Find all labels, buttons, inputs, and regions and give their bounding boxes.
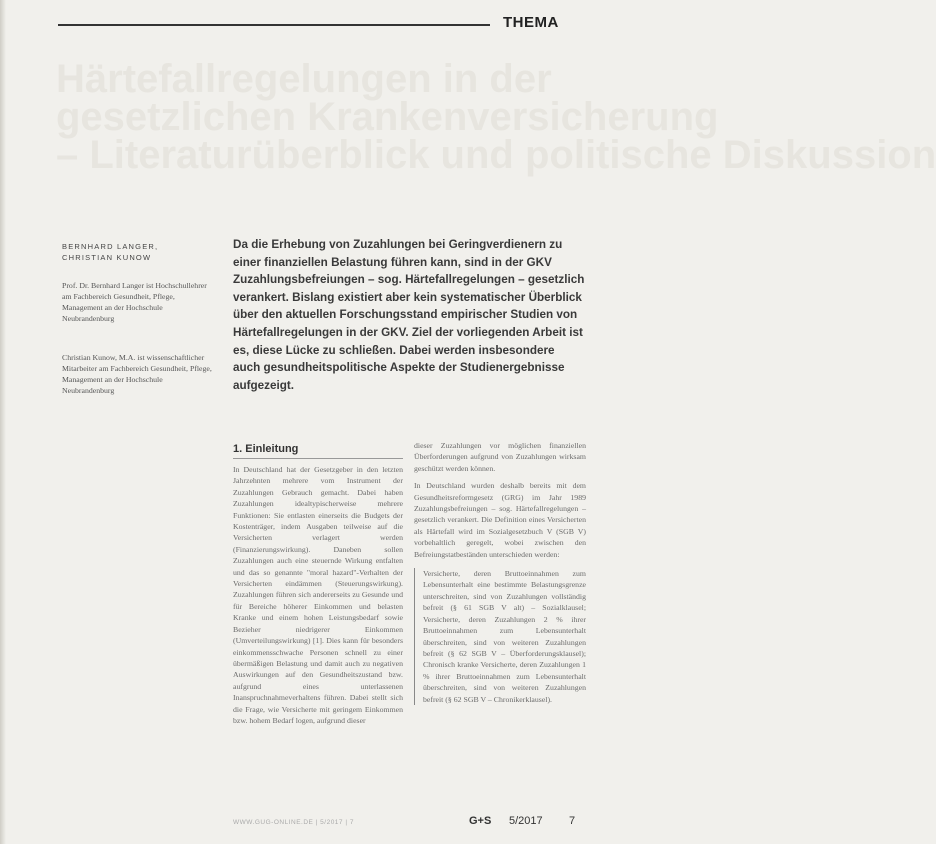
headline-line-3: – Literaturüberblick und politische Diskussion bbox=[56, 133, 936, 177]
body-column-2 bbox=[414, 440, 586, 705]
body-column-2-para-1: dieser Zuzahlungen vor möglichen finanziellen Überforderungen aufgrund von Zuzahlungen wirksam geschützt werden können. bbox=[414, 441, 586, 473]
indented-list: Versicherte, deren Bruttoeinnahmen zum Lebensunterhalt eine bestimmte Belastungsgrenze unterschreiten, sind von Zuzahlungen vollständig befreit (§ 61 SGB V alt) – Sozialklausel; Versicherte, deren Zuzahlungen 2 % ihrer Bruttoeinnahmen zum Lebensunterhalt überschreiten, sind von weiteren Zuzahlungen befreit (§ 62 SGB V – Überforderungsklausel); Chronisch kranke Versicherte, deren Zuzahlungen 1 % ihrer Bruttoeinnahmen zum Lebensunterhalt überschreiten, sind von weiteren Zuzahlungen befreit (§ 62 SGB V – Chronikerklausel). bbox=[414, 568, 586, 705]
body-column-1: In Deutschland hat der Gesetzgeber in den letzten Jahrzehnten mehrere vom Instrument der Zuzahlungen Gebrauch gemacht. Dabei haben Zuzahlungen idealtypischerweise mehrere Funktionen: Sie entlasten einerseits die Budgets der Kostenträger, indem Ausgaben teilweise auf die Versicherten verlagert werden (Finanzierungswirkung). Daneben sollen Zuzahlungen auch eine steuernde Wirkung entfalten und das so genannte "moral hazard"-Verhalten der Versicherten eindämmen (Steuerungswirkung). Zuzahlungen führen sich andererseits zu Gesunde und für Bereiche höherer Einkommen und belasten Kranke und einem hohen Leistungsbedarf sowie Bezieher niedrigerer Einkommen (Umverteilungswirkung) [1]. Dies kann für besonders einkommensschwache Personen schnell zu einer übermäßigen Belastung und damit auch zu negativen Auswirkungen auf den Gesundheitszustand bzw. aufgrund eines unterlassenen Inanspruchnahmeverhaltens führen. Dabei stellt sich die Frage, wie Versicherte mit geringem Einkommen bzw. hohem Bedarf logen, aufgrund dieser bbox=[233, 465, 403, 725]
author-line-1: BERNHARD LANGER, bbox=[62, 242, 159, 251]
heading-rule bbox=[233, 458, 403, 459]
footer-issue: 5/2017 bbox=[509, 815, 543, 827]
footer-journal: G+S bbox=[469, 815, 492, 827]
footer-url: WWW.GUG-ONLINE.DE | 5/2017 | 7 bbox=[233, 819, 354, 826]
author-line-2: CHRISTIAN KUNOW bbox=[62, 253, 152, 262]
page-number: 7 bbox=[569, 815, 576, 827]
author-bio-2: Christian Kunow, M.A. ist wissenschaftlicher Mitarbeiter am Fachbereich Gesundheit, Pflege, Management an der Hochschule Neubrandenburg bbox=[62, 353, 212, 395]
body-column-2-para-2: In Deutschland wurden deshalb bereits mit dem Gesundheitsreformgesetz (GRG) im Jahr 1989 Zuzahlungsbefreiungen – sog. Härtefallregelungen – gesetzlich verankert. Die Definition eines Versicherten als Härtefall wird im Sozialgesetzbuch V (SGB V) vorbehaltlich geregelt, wobei zwischen den Befreiungstatbeständen unterschieden werden: bbox=[414, 481, 586, 559]
headline-line-1: Härtefallregelungen in der bbox=[56, 57, 552, 101]
section-tag: THEMA bbox=[503, 14, 559, 31]
author-bio-1: Prof. Dr. Bernhard Langer ist Hochschullehrer am Fachbereich Gesundheit, Pflege, Management an der Hochschule Neubrandenburg bbox=[62, 281, 207, 323]
headline-line-2: gesetzlichen Krankenversicherung bbox=[56, 95, 719, 139]
header-rule bbox=[58, 24, 490, 26]
section-heading: 1. Einleitung bbox=[233, 443, 299, 455]
author-names bbox=[62, 241, 222, 263]
lead-paragraph: Da die Erhebung von Zuzahlungen bei Geringverdienern zu einer finanziellen Belastung führen kann, sind in der GKV Zuzahlungsbefreiungen – sog. Härtefallregelungen – gesetzlich verankert. Bislang existiert aber kein systematischer Überblick über den aktuellen Forschungsstand empirischer Studien von Härtefallregelungen in der GKV. Ziel der vorliegenden Arbeit ist es, diese Lücke zu schließen. Dabei werden insbesondere auch gesundheitspolitische Aspekte der Studienergebnisse aufgezeigt. bbox=[233, 238, 585, 392]
headline bbox=[56, 57, 936, 177]
scan-edge bbox=[0, 0, 6, 844]
